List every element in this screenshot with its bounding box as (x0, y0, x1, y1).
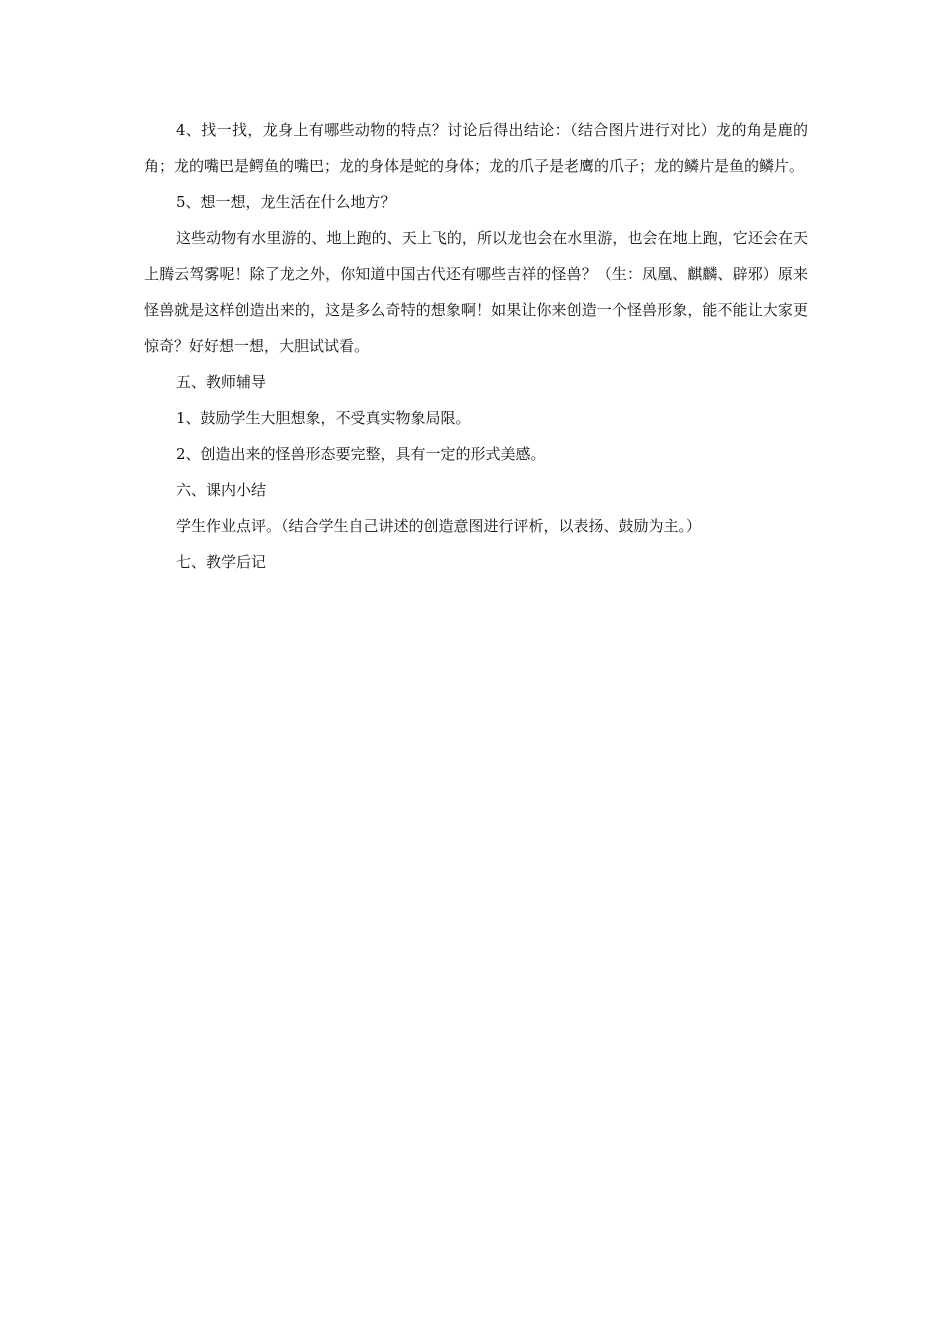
paragraph-dragon-habitat-question: 5、想一想，龙生活在什么地方？ (176, 193, 396, 211)
paragraph-dragon-habitat-answer: 这些动物有水里游的、地上跑的、天上飞的，所以龙也会在水里游，也会在地上跑，它还会在天上腾云驾雾呢！除了龙之外，你知道中国古代还有哪些吉祥的怪兽？（生：凤凰、麒麟、辟邪）原来怪兽就是这样创造出来的，这是多么奇特的想象啊！如果让你来创造一个怪兽形象，能不能让大家更惊奇？好好想一想，大胆试试看。 (144, 229, 808, 355)
section-heading-teaching-notes: 七、教学后记 (176, 553, 267, 571)
paragraph-guidance-item-1: 1、鼓励学生大胆想象，不受真实物象局限。 (176, 409, 471, 427)
section-heading-teacher-guidance: 五、教师辅导 (176, 373, 267, 391)
paragraph-summary: 学生作业点评。（结合学生自己讲述的创造意图进行评析，以表扬、鼓励为主。） (176, 517, 702, 535)
paragraph-guidance-item-2: 2、创造出来的怪兽形态要完整，具有一定的形式美感。 (176, 445, 546, 463)
section-heading-class-summary: 六、课内小结 (176, 481, 267, 499)
paragraph-dragon-features: 4、找一找，龙身上有哪些动物的特点？讨论后得出结论：（结合图片进行对比）龙的角是鹿的角；龙的嘴巴是鳄鱼的嘴巴；龙的身体是蛇的身体；龙的爪子是老鹰的爪子；龙的鳞片是鱼的鳞片。 (144, 121, 808, 175)
document-body (144, 112, 808, 580)
